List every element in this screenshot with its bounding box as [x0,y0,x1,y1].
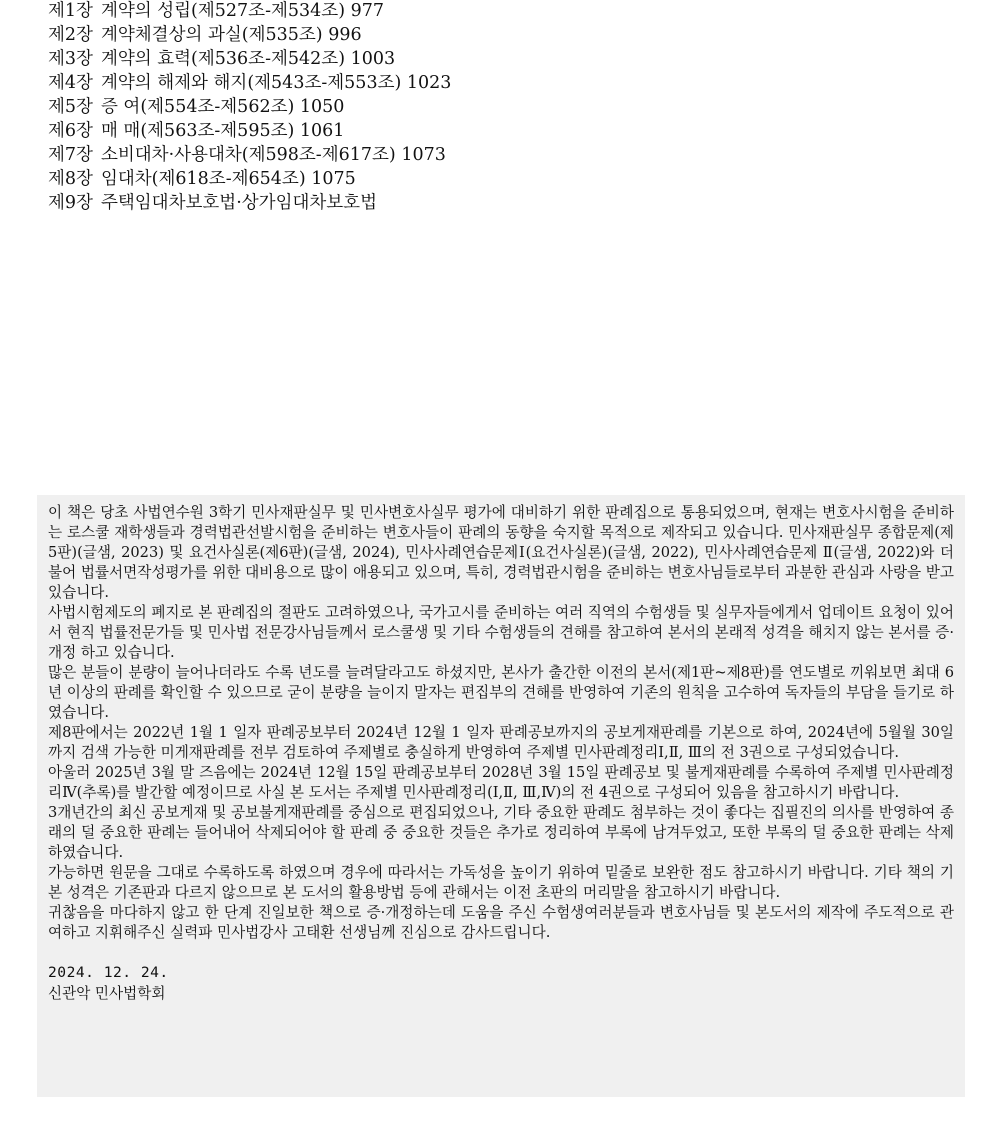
toc-title: 임대차(제618조-제654조) [100,169,306,189]
preface-paragraph: 제8판에서는 2022년 1월 1 일자 판례공보부터 2024년 12월 1 일자 판례공보까지의 공보게재판례를 기본으로 하여, 2024년에 5월월 30일까지 검색 가능한 미게재판례를 전부 검토하여 주제별로 충실하게 반영하여 주제별 민사판례정리Ⅰ,Ⅱ, Ⅲ의 전 3권으로 구성되었습니다. [48,724,954,761]
toc-title: 소비대차·사용대차(제598조-제617조) [100,145,396,165]
preface-paragraph: 가능하면 원문을 그대로 수록하도록 하였으며 경우에 따라서는 가독성을 높이기 위하여 밑줄로 보완한 점도 참고하시기 바랍니다. 기타 책의 기본 성격은 기존판과 다르지 않으므로 본 도서의 활용방법 등에 관해서는 이전 초판의 머리말을 참고하시기 바랍니다. [48,864,954,901]
toc-entry [48,168,948,192]
toc-chapter: 제7장 [48,145,93,165]
preface-paragraph: 이 책은 당초 사법연수원 3학기 민사재판실무 및 민사변호사실무 평가에 대비하기 위한 판례집으로 통용되었으며, 현재는 변호사시험을 준비하는 로스쿨 재학생들과 경력법관선발시험을 준비하는 변호사들이 판례의 동향을 숙지할 목적으로 제작되고 있습니다. 민사재판실무 종합문제(제5판)(글샘, 2023) 및 요건사실론(제6판)(글샘, 2024), 민사사례연습문제Ⅰ(요건사실론)(글샘, 2022), 민사사례연습문제 Ⅱ(글샘, 2022)와 더불어 법률서면작성평가를 위한 대비용으로 많이 애용되고 있으며, 특히, 경력법관시험을 준비하는 변호사님들로부터 과분한 관심과 사랑을 받고 있습니다. [48,504,955,601]
toc-chapter: 제3장 [48,49,93,69]
toc-entry [48,24,948,48]
toc-entry [48,120,948,144]
preface-paragraph: 많은 분들이 분량이 늘어나더라도 수록 년도를 늘려달라고도 하셨지만, 본사가 출간한 이전의 본서(제1판~제8판)를 연도별로 끼워보면 최대 6년 이상의 판례를 확인할 수 있으므로 굳이 분량을 늘이지 말자는 편집부의 견해를 반영하여 기존의 원칙을 고수하여 독자들의 부담을 들기로 하였습니다. [48,664,954,721]
toc-page: 1061 [299,121,345,141]
toc-chapter: 제8장 [48,169,93,189]
preface-paragraph: 아울러 2025년 3월 말 즈음에는 2024년 12월 15일 판례공보부터 2028년 3월 15일 판례공보 및 불게재판례를 수록하여 주제별 민사판례정리Ⅳ(추록)를 발간할 예정이므로 사실 본 도서는 주제별 민사판례정리(Ⅰ,Ⅱ, Ⅲ,Ⅳ)의 전 4권으로 구성되어 있음을 참고하시기 바랍니다. [48,764,954,801]
toc-page: 1003 [350,49,396,69]
toc-chapter: 제5장 [48,97,93,117]
toc-chapter: 제6장 [48,121,93,141]
preface-paragraph: 귀찮음을 마다하지 않고 한 단계 진일보한 책으로 증·개정하는데 도움을 주신 수험생여러분들과 변호사님들 및 본도서의 제작에 주도적으로 관여하고 지휘해주신 실력파 민사법강사 고태환 선생님께 진심으로 감사드립니다. [48,904,954,941]
toc-title: 계약의 효력(제536조-제542조) [100,49,346,69]
toc-page: 1023 [406,73,452,93]
preface-paragraph: 사법시험제도의 폐지로 본 판례집의 절판도 고려하였으나, 국가고시를 준비하는 여러 직역의 수험생들 및 실무자들에게서 업데이트 요청이 있어서 현직 법률전문가들 및 민사법 전문강사님들께서 로스쿨생 및 기타 수험생들의 견해를 참고하여 본서의 본래적 성격을 해치지 않는 본서를 증·개정 하고 있습니다. [48,604,954,661]
toc-entry [48,192,948,216]
toc-title: 주택임대차보호법·상가임대차보호법 [100,193,377,213]
toc-title: 계약체결상의 과실(제535조) [100,25,323,45]
toc-page: 1075 [311,169,356,189]
toc-chapter: 제2장 [48,25,93,45]
toc-title: 계약의 해제와 해지(제543조-제553조) [100,73,402,93]
toc-entry [48,48,948,72]
toc-entry [48,0,948,24]
toc-page: 996 [328,25,362,45]
toc-title: 매 매(제563조-제595조) [100,121,295,141]
toc-page: 1050 [299,97,345,117]
toc-chapter: 제4장 [48,73,93,93]
preface-paragraph: 3개년간의 최신 공보게재 및 공보불게재판례를 중심으로 편집되었으나, 기타 중요한 판례도 첨부하는 것이 좋다는 집필진의 의사를 반영하여 종래의 덜 중요한 판례는 들어내어 삭제되어야 할 판례 중 중요한 것들은 추가로 정리하여 부록에 남겨두었고, 또한 부록의 덜 중요한 판례는 삭제하였습니다. [48,804,954,861]
toc-title: 증 여(제554조-제562조) [100,97,295,117]
toc-entry [48,72,948,96]
toc-chapter: 제9장 [48,193,93,213]
toc-page: 1073 [401,145,446,165]
toc-page: 977 [350,1,385,21]
toc-entry [48,144,948,168]
toc-title: 계약의 성립(제527조-제534조) [100,1,346,21]
preface-signature: 신관악 민사법학회 [48,985,166,1002]
table-of-contents [48,0,948,216]
preface-date: 2024. 12. 24. [48,964,169,981]
toc-entry [48,96,948,120]
toc-chapter: 제1장 [48,1,93,21]
preface-box [37,495,965,1097]
